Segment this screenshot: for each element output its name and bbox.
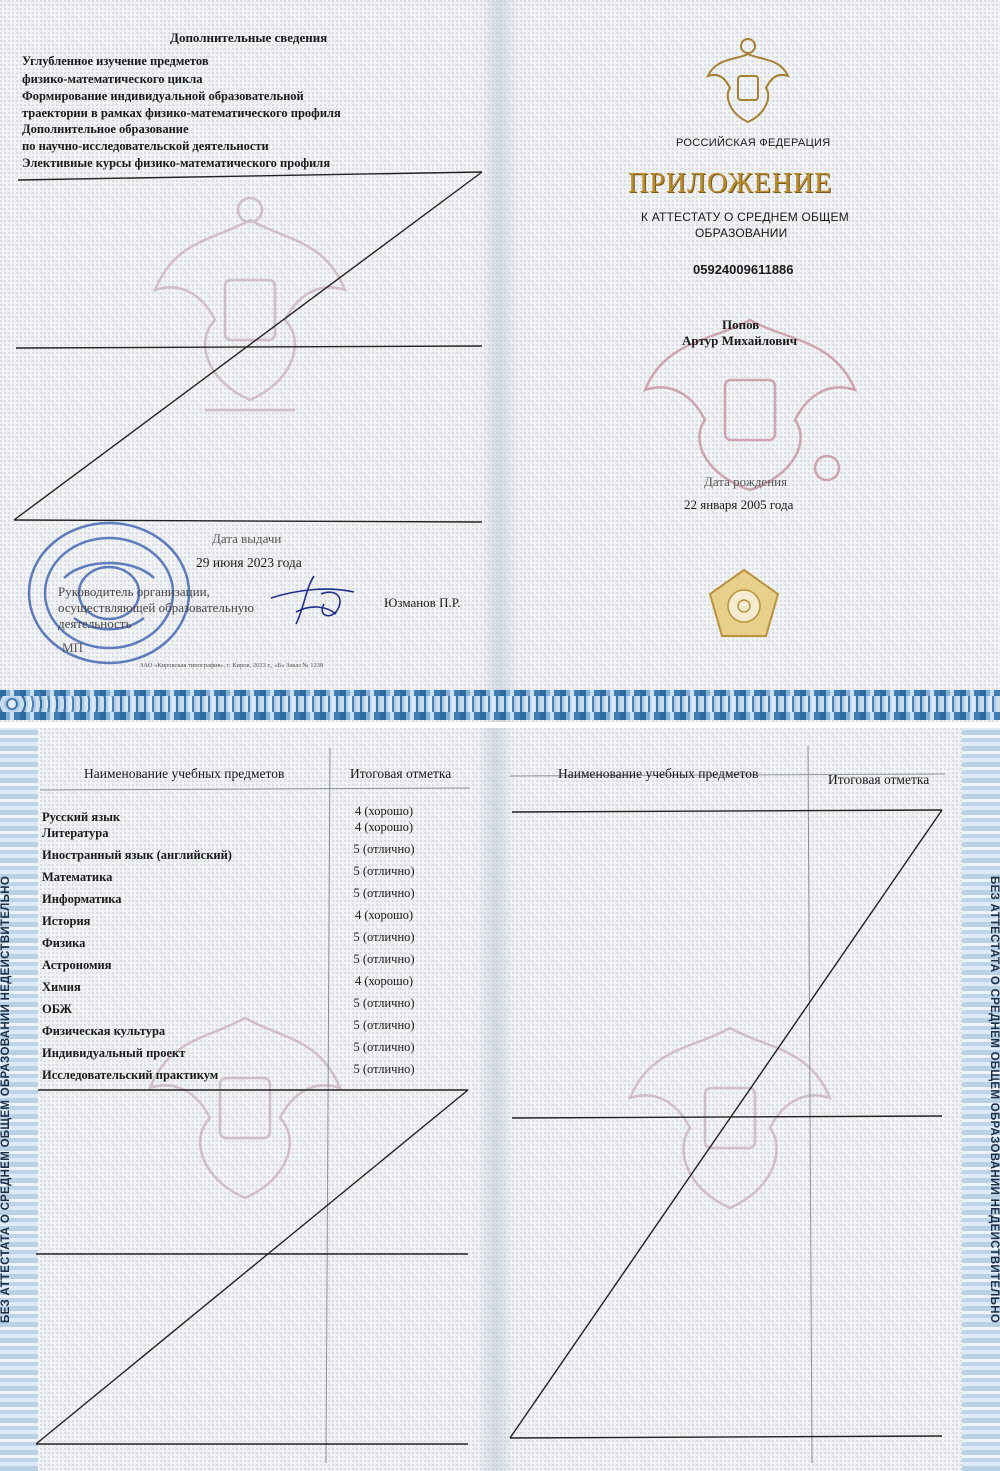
country-name: РОССИЙСКАЯ ФЕДЕРАЦИЯ [676, 137, 831, 149]
grade-value: 4 (хорошо) [354, 974, 414, 988]
head-label-line2: осуществляющей образовательную [58, 600, 254, 615]
additional-info-heading: Дополнительные сведения [170, 30, 328, 45]
table-row: Химия [42, 980, 81, 994]
subject-column-header: Наименование учебных предметов [84, 766, 285, 781]
issue-date-label: Дата выдачи [212, 531, 282, 546]
document-title: ПРИЛОЖЕНИЕ [628, 168, 833, 199]
birth-date-value: 22 января 2005 года [684, 497, 794, 512]
head-label-line3: деятельность [58, 616, 132, 631]
grade-value: 4 (хорошо) [354, 804, 414, 818]
table-row: Физика [42, 936, 86, 950]
grade-value: 5 (отлично) [353, 996, 415, 1010]
grade-value: 5 (отлично) [353, 864, 415, 878]
hologram-seal-icon [706, 568, 782, 640]
table-row: ОБЖ [42, 1002, 73, 1016]
additional-info-line: физико-математического цикла [22, 72, 203, 86]
grade-column-header-right: Итоговая отметка [828, 772, 930, 787]
signer-name: Юзманов П.Р. [384, 595, 461, 610]
subject-list [42, 806, 332, 1086]
additional-info-line: Углубленное изучение предметов [22, 54, 209, 68]
grades-spread [0, 728, 1000, 1471]
grade-value: 5 (отлично) [353, 842, 415, 856]
document-subtitle-line2: ОБРАЗОВАНИИ [695, 226, 788, 240]
table-row: Иностранный язык (английский) [42, 848, 232, 862]
grade-value: 4 (хорошо) [354, 820, 414, 834]
table-row: Исследовательский практикум [42, 1068, 219, 1082]
additional-info-line: траектории в рамках физико-математического профиля [22, 106, 341, 120]
additional-info-line: по научно-исследовательской деятельности [22, 139, 269, 153]
grade-value: 4 (хорошо) [354, 908, 414, 922]
coat-of-arms-icon [702, 36, 794, 128]
grade-value: 5 (отлично) [353, 1040, 415, 1054]
holder-given-names: Артур Михайлович [682, 333, 798, 348]
grade-list [334, 800, 434, 1080]
table-row: Индивидуальный проект [42, 1046, 186, 1060]
table-row: Астрономия [42, 958, 112, 972]
signature-icon [266, 568, 366, 628]
additional-info-line: Дополнительное образование [22, 122, 189, 136]
grade-value: 5 (отлично) [353, 1062, 415, 1076]
grade-column-header: Итоговая отметка [350, 766, 452, 781]
issue-date-value: 29 июня 2023 года [196, 555, 302, 570]
holder-surname: Попов [722, 317, 760, 332]
table-row: История [42, 914, 91, 928]
left-border-text: БЕЗ АТТЕСТАТА О СРЕДНЕМ ОБЩЕМ ОБРАЗОВАНИИ НЕДЕЙСТВИТЕЛЬНО [0, 728, 38, 1471]
table-row: Математика [42, 870, 113, 884]
stamp-mark: МП [62, 640, 83, 655]
additional-info-line: Формирование индивидуальной образовательной [22, 89, 304, 103]
top-decorative-band [0, 690, 1000, 720]
table-row: Русский язык [42, 810, 121, 824]
head-label-line1: Руководитель организации, [58, 584, 210, 599]
additional-info-line: Элективные курсы физико-математического профиля [22, 156, 331, 170]
birth-date-label: Дата рождения [704, 474, 788, 489]
document-subtitle-line1: К АТТЕСТАТУ О СРЕДНЕМ ОБЩЕМ [641, 210, 849, 224]
supplement-cover-spread [0, 0, 1000, 722]
right-border-text: БЕЗ АТТЕСТАТА О СРЕДНЕМ ОБЩЕМ ОБРАЗОВАНИИ НЕДЕЙСТВИТЕЛЬНО [962, 728, 1000, 1471]
subject-column-header-right: Наименование учебных предметов [558, 766, 759, 781]
table-row: Литература [42, 826, 109, 840]
grade-value: 5 (отлично) [353, 1018, 415, 1032]
grade-value: 5 (отлично) [353, 952, 415, 966]
document-number: 05924009611886 [693, 262, 794, 277]
table-row: Информатика [42, 892, 122, 906]
printer-note: ЗАО «Кировская типография», г. Киров, 2023 г., «Б» Заказ № 1238 [140, 662, 324, 669]
grade-value: 5 (отлично) [353, 930, 415, 944]
table-row: Физическая культура [42, 1024, 166, 1038]
grade-value: 5 (отлично) [353, 886, 415, 900]
